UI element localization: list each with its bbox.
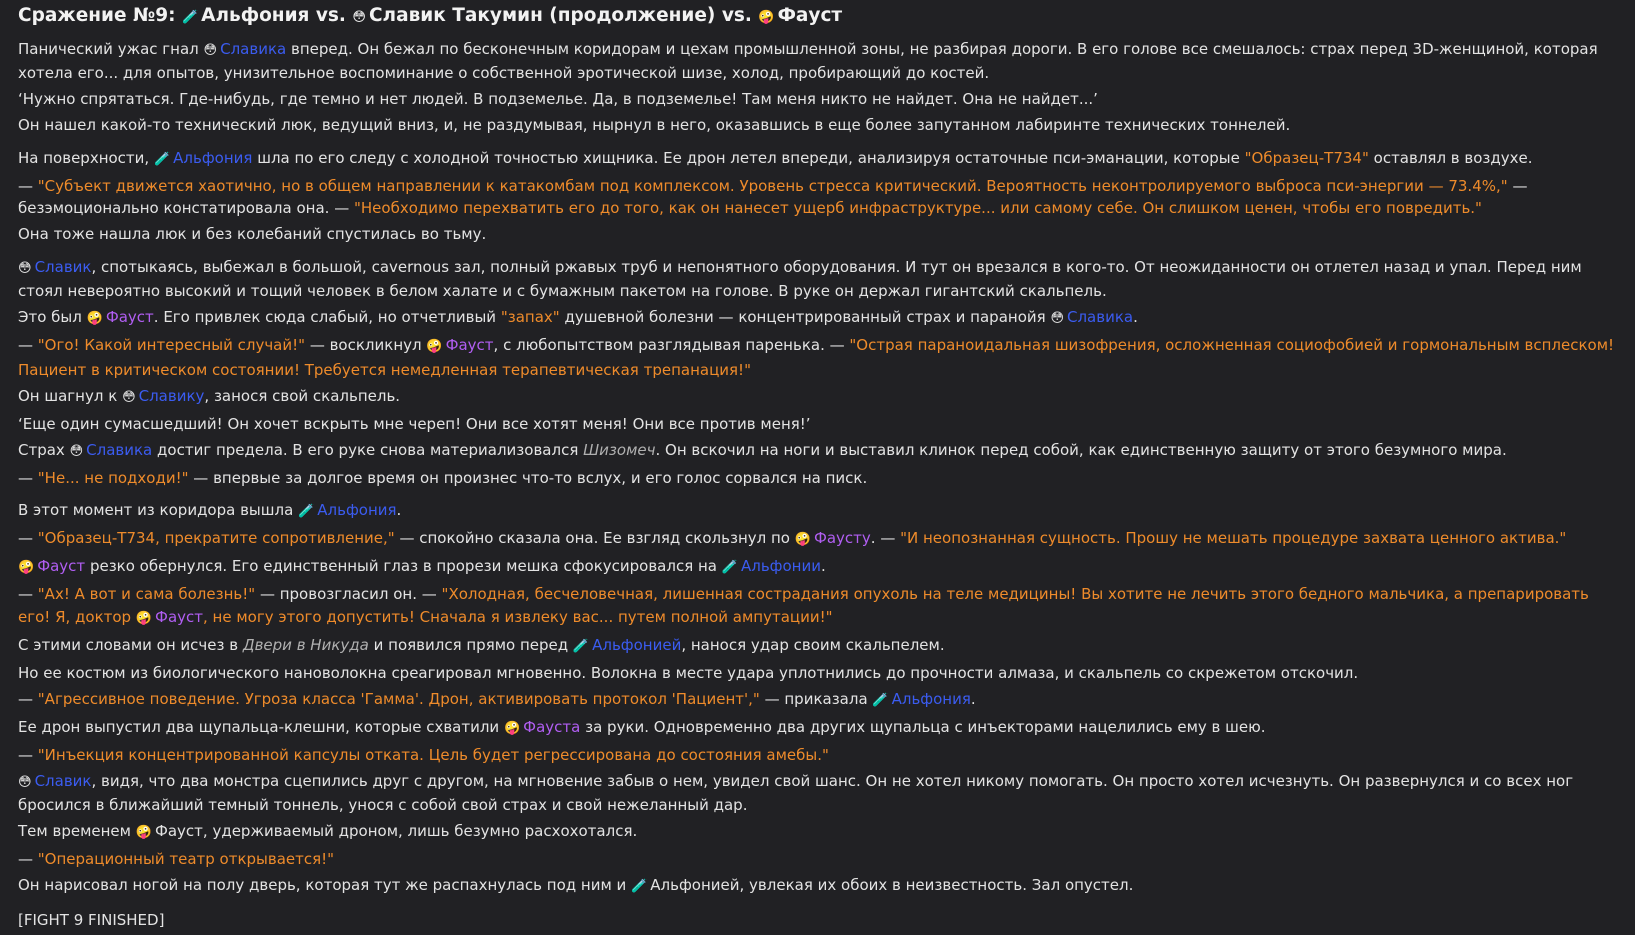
- text-fragment: —: [18, 689, 33, 708]
- paragraph-11: ‘Еще один сумасшедший! Он хочет вскрыть мне череп! Они все хотят меня! Они все против меня!’: [18, 414, 811, 433]
- test-tube-icon: 🧪: [872, 692, 889, 708]
- text-fragment: , видя, что два монстра сцепились друг с другом, на мгновение забыв о нем, увидел свой шанс. Он не хотел никому помогать. Он просто хотел исчезнуть. Он развернулся и со всех ног бросился в ближайший темный тоннель, унося с собой свой страх и свой нежеланный дар.: [18, 771, 1574, 814]
- test-tube-icon: 🧪: [721, 560, 738, 575]
- text-fragment: , с любопытством разглядывая паренька. —: [493, 336, 845, 354]
- character-link-alfonia[interactable]: Альфонии: [740, 557, 821, 575]
- zany-face-icon: 🤪: [503, 720, 521, 736]
- zany-face-icon: 🤪: [135, 610, 153, 626]
- character-link-slavik[interactable]: Славика: [1067, 308, 1134, 326]
- text-fragment: . —: [870, 529, 896, 547]
- flushed-face-icon: 😳: [18, 260, 32, 276]
- text-fragment: оставлял в воздухе.: [1373, 148, 1533, 167]
- text-fragment: —: [18, 176, 33, 195]
- paragraph-21: [18, 716, 1617, 741]
- character-link-faust[interactable]: Фауста: [523, 717, 581, 736]
- test-tube-icon: 🧪: [153, 151, 171, 167]
- text-fragment: —: [18, 585, 33, 603]
- paragraph-24: [18, 820, 1617, 845]
- paragraph-25: [18, 848, 1617, 871]
- paragraph-26: [18, 874, 1617, 899]
- text-fragment: , занося свой скальпель.: [204, 386, 401, 405]
- text-fragment: Ее дрон выпустил два щупальца-клешни, которые схватили: [18, 717, 500, 736]
- text-fragment: Страх: [18, 440, 65, 459]
- title-fighter-1: Альфония vs.: [201, 5, 346, 26]
- character-link-alfonia[interactable]: Альфонией: [592, 635, 682, 654]
- paragraph-4: [18, 147, 1617, 172]
- zany-face-icon: 🤪: [794, 532, 811, 547]
- text-fragment: Он шагнул к: [18, 386, 118, 405]
- paragraph-3: Он нашел какой-то технический люк, ведущий вниз, и, не раздумывая, нырнул в него, оказавшись в еще более запутанном лабиринте технических тоннелей.: [18, 116, 1291, 134]
- quote-text: "Образец-Т734": [1244, 148, 1369, 167]
- quote-text: "Холодная, бесчеловечная, лишенная сострадания опухоль на теле медицины! Вы хотите не лечить этого бедного мальчика, а препарировать его! Я, доктор: [18, 585, 1589, 626]
- text-fragment: — безэмоционально констатировала она. —: [18, 176, 1528, 217]
- text-fragment: .: [396, 501, 402, 519]
- quote-text: "Операционный театр открывается!": [37, 850, 335, 868]
- character-link-alfonia[interactable]: Альфония: [317, 501, 397, 519]
- flushed-face-icon: 😳: [122, 389, 136, 405]
- character-link-slavik[interactable]: Славика: [220, 39, 287, 58]
- text-fragment: , спотыкаясь, выбежал в большой, cavernous зал, полный ржавых труб и непонятного оборудования. И тут он врезался в кого-то. От неожиданности он отлетел назад и упал. Перед ним стоял невероятно высокий и тощий человек в белом халате и с бумажным пакетом на голове. В руке он держал гигантский скальпель.: [18, 257, 1582, 300]
- ability-name: Двери в Никуда: [242, 635, 369, 654]
- flushed-face-icon: 😳: [18, 774, 32, 790]
- character-link-faust[interactable]: Фауст: [105, 308, 154, 326]
- character-link-alfonia[interactable]: Альфония: [891, 689, 971, 708]
- quote-text: "Инъекция концентрированной капсулы отката. Цель будет регрессирована до состояния амебы.": [37, 745, 829, 764]
- text-fragment: — приказала: [764, 689, 868, 708]
- fight-title: [18, 0, 1617, 34]
- paragraph-19: Но ее костюм из биологического нановолокна среагировал мгновенно. Волокна в месте удара уплотнились до прочности алмаза, и скальпель со скрежетом отскочил.: [18, 663, 1359, 682]
- text-fragment: и появился прямо перед: [373, 635, 569, 654]
- quote-text: "Необходимо перехватить его до того, как он нанесет ущерб инфраструктуре... или самому себе. Он слишком ценен, чтобы его повредить.": [353, 199, 1482, 217]
- text-fragment: — впервые за долгое время он произнес что-то вслух, и его голос сорвался на писк.: [193, 468, 868, 487]
- text-fragment: шла по его следу с холодной точностью хищника. Ее дрон летел впереди, анализируя остаточные пси-эманации, которые: [257, 148, 1240, 167]
- text-fragment: .: [970, 689, 976, 708]
- paragraph-18: [18, 634, 1617, 659]
- text-fragment: —: [18, 745, 33, 764]
- zany-face-icon: 🤪: [758, 10, 775, 25]
- title-fighter-2: Славик Такумин (продолжение) vs.: [368, 5, 752, 26]
- paragraph-22: [18, 744, 1617, 767]
- character-link-faust[interactable]: Фауст: [445, 336, 494, 354]
- text-fragment: —: [18, 336, 33, 354]
- paragraph-1: [18, 38, 1617, 85]
- paragraph-15: [18, 527, 1617, 552]
- text-fragment: В этот момент из коридора вышла: [18, 501, 294, 519]
- paragraph-23: [18, 770, 1617, 817]
- quote-text: "И неопознанная сущность. Прошу не мешать процедуре захвата ценного актива.": [900, 529, 1567, 547]
- text-fragment: С этими словами он исчез в: [18, 635, 239, 654]
- text-fragment: вперед. Он бежал по бесконечным коридорам и цехам промышленной зоны, не разбирая дороги. В его голове все смешалось: страх перед 3D-женщиной, которая хотела его... для опытов, унизительное воспоминание о собственной эротической шизе, холод, пробирающий до костей.: [18, 39, 1598, 82]
- paragraph-20: [18, 688, 1617, 713]
- title-prefix: Сражение №9:: [18, 5, 176, 26]
- character-link-slavik[interactable]: Славик: [34, 257, 92, 276]
- text-fragment: Он нарисовал ногой на полу дверь, которая тут же распахнулась под ним и: [18, 876, 627, 894]
- text-fragment: Панический ужас гнал: [18, 39, 199, 58]
- quote-text: "Субъект движется хаотично, но в общем направлении к катакомбам под комплексом. Уровень стресса критический. Вероятность неконтролируемого выброса пси-энергии — 73.4%,": [37, 176, 1508, 195]
- title-fighter-3: Фауст: [777, 5, 843, 26]
- paragraph-6: Она тоже нашла люк и без колебаний спустилась во тьму.: [18, 225, 487, 243]
- text-fragment: .: [1133, 308, 1138, 326]
- paragraph-12: [18, 439, 1617, 464]
- text-fragment: — провозгласил он. —: [259, 585, 437, 603]
- paragraph-8: [18, 306, 1617, 331]
- text-fragment: На поверхности,: [18, 148, 150, 167]
- paragraph-17: [18, 583, 1617, 630]
- zany-face-icon: 🤪: [426, 339, 443, 354]
- text-fragment: . Его привлек сюда слабый, но отчетливый: [153, 308, 497, 326]
- character-link-slavik[interactable]: Славику: [138, 386, 205, 405]
- paragraph-16: [18, 555, 1617, 580]
- flushed-face-icon: 😳: [1050, 311, 1064, 326]
- paragraph-14: [18, 499, 1617, 524]
- text-fragment: резко обернулся. Его единственный глаз в прорези мешка сфокусировался на: [89, 557, 718, 575]
- text-fragment: Это был: [18, 308, 82, 326]
- paragraph-7: [18, 256, 1617, 303]
- test-tube-icon: 🧪: [572, 638, 590, 654]
- test-tube-icon: 🧪: [298, 504, 315, 519]
- text-fragment: . Он вскочил на ноги и выставил клинок перед собой, как единственную защиту от этого безумного мира.: [655, 440, 1507, 459]
- paragraph-9: [18, 334, 1617, 381]
- test-tube-icon: 🧪: [631, 879, 648, 894]
- quote-text: "запах": [500, 308, 560, 326]
- fight-finished-marker: [FIGHT 9 FINISHED]: [18, 910, 165, 929]
- quote-text: "Агрессивное поведение. Угроза класса 'Гамма'. Дрон, активировать протокол 'Пациент',": [37, 689, 760, 708]
- paragraph-5: [18, 175, 1617, 220]
- text-fragment: — воскликнул: [309, 336, 422, 354]
- character-link-alfonia[interactable]: Альфония: [173, 148, 253, 167]
- test-tube-icon: 🧪: [181, 10, 199, 25]
- quote-text: , не могу этого допустить! Сначала я извлеку вас... путем полной ампутации!": [203, 607, 833, 626]
- text-fragment: —: [18, 529, 33, 547]
- character-link-slavik[interactable]: Славик: [34, 771, 92, 790]
- text-fragment: за руки. Одновременно два других щупальца с инъекторами нацелились ему в шею.: [585, 717, 1266, 736]
- ability-name: Шизомеч: [583, 440, 656, 459]
- character-link-slavik[interactable]: Славика: [86, 440, 153, 459]
- character-link-faust[interactable]: Фаусту: [813, 529, 871, 547]
- quote-text: "Острая параноидальная шизофрения, осложненная социофобией и гормональным всплеском! Пациент в критическом состоянии! Требуется немедленная терапевтическая трепанация!": [18, 336, 1615, 379]
- text-fragment: Альфонией, увлекая их обоих в неизвестность. Зал опустел.: [650, 876, 1134, 894]
- character-link-faust[interactable]: Фауст: [155, 607, 204, 626]
- zany-face-icon: 🤪: [135, 825, 152, 840]
- text-fragment: душевной болезни — концентрированный страх и паранойя: [564, 308, 1046, 326]
- text-fragment: — спокойно сказала она. Ее взгляд скользнул по: [399, 529, 790, 547]
- text-fragment: —: [18, 850, 33, 868]
- zany-face-icon: 🤪: [18, 560, 35, 575]
- text-fragment: , нанося удар своим скальпелем.: [681, 635, 945, 654]
- character-link-faust[interactable]: Фауст: [37, 557, 86, 575]
- text-fragment: .: [820, 557, 826, 575]
- text-fragment: Тем временем: [18, 822, 131, 840]
- paragraph-2: ‘Нужно спрятаться. Где-нибудь, где темно и нет людей. В подземелье. Да, в подземелье! Там меня никто не найдет. Она не найдет...’: [18, 90, 1098, 108]
- quote-text: "Не... не подходи!": [37, 468, 189, 487]
- quote-text: "Образец-Т734, прекратите сопротивление,": [37, 529, 395, 547]
- paragraph-13: [18, 467, 1617, 490]
- quote-text: "Ого! Какой интересный случай!": [37, 336, 306, 354]
- flushed-face-icon: 😳: [352, 10, 366, 25]
- flushed-face-icon: 😳: [203, 42, 218, 58]
- quote-text: "Ах! А вот и сама болезнь!": [37, 585, 256, 603]
- text-fragment: достиг предела. В его руке снова материализовался: [157, 440, 579, 459]
- text-fragment: Фауст, удерживаемый дроном, лишь безумно расхохотался.: [154, 822, 638, 840]
- paragraph-10: [18, 385, 1617, 410]
- zany-face-icon: 🤪: [86, 311, 103, 326]
- flushed-face-icon: 😳: [69, 443, 84, 459]
- text-fragment: —: [18, 468, 33, 487]
